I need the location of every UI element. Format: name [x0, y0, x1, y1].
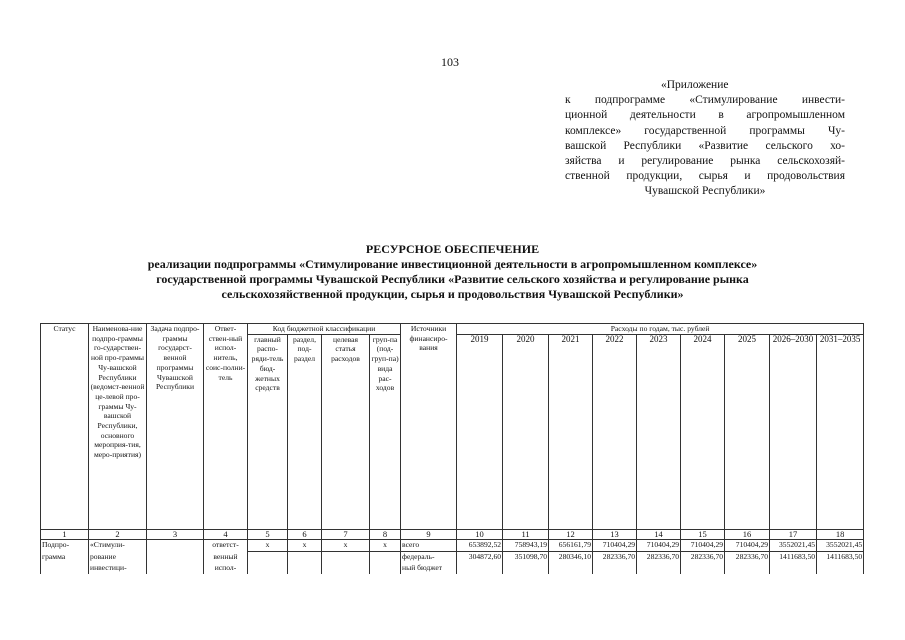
column-number: 16	[725, 529, 770, 540]
header-year: 2023	[637, 334, 681, 529]
appendix-line: зяйства и регулирование рынка сельскохозяй-	[565, 155, 845, 168]
cell-value: 1411683,50	[817, 552, 864, 564]
cell-value	[457, 563, 503, 574]
cell-executor: ответст-	[204, 540, 248, 552]
column-number: 17	[770, 529, 817, 540]
column-number: 12	[549, 529, 593, 540]
cell-value: 1411683,50	[770, 552, 817, 564]
cell-code-target	[322, 563, 370, 574]
header-year: 2024	[681, 334, 725, 529]
cell-task	[147, 552, 204, 564]
cell-code-section	[288, 563, 322, 574]
cell-code-group: x	[370, 540, 401, 552]
title-line: РЕСУРСНОЕ ОБЕСПЕЧЕНИЕ	[365, 242, 540, 256]
cell-name: «Стимули-	[89, 540, 147, 552]
cell-code-target	[322, 552, 370, 564]
cell-status	[41, 563, 89, 574]
cell-source: всего	[401, 540, 457, 552]
cell-value: 280346,10	[549, 552, 593, 564]
cell-value: 710404,29	[593, 540, 637, 552]
cell-value: 710404,29	[725, 540, 770, 552]
table-row	[41, 552, 864, 564]
cell-source: ный бюджет	[401, 563, 457, 574]
column-number: 6	[288, 529, 322, 540]
cell-code-group	[370, 552, 401, 564]
appendix-line: Чувашской Республики»	[644, 185, 766, 198]
title-line: государственной программы Чувашской Республики «Развитие сельского хозяйства и регулирование рынка	[156, 272, 749, 286]
header-code-section: раздел, под-раздел	[288, 334, 322, 529]
header-year: 2022	[593, 334, 637, 529]
header-year: 2026–2030	[770, 334, 817, 529]
appendix-line: ственной продукции, сырья и продовольствия	[565, 170, 845, 183]
column-number: 8	[370, 529, 401, 540]
document-title	[80, 242, 825, 302]
table-header-row	[41, 324, 864, 335]
header-year: 2031–2035	[817, 334, 864, 529]
title-line: сельскохозяйственной продукции, сырья и продовольствия Чувашской Республики»	[221, 287, 684, 301]
cell-name: рование	[89, 552, 147, 564]
cell-value	[593, 563, 637, 574]
cell-value	[503, 563, 549, 574]
appendix-line: «Приложение	[661, 79, 729, 91]
cell-code-main	[248, 563, 288, 574]
cell-value: 304872,60	[457, 552, 503, 564]
appendix-note	[565, 78, 845, 200]
column-number: 11	[503, 529, 549, 540]
cell-value: 282336,70	[637, 552, 681, 564]
header-budget-code: Код бюджетной классификации	[248, 324, 401, 335]
cell-code-target: x	[322, 540, 370, 552]
appendix-line: комплексе» государственной программы Чу-	[565, 124, 845, 137]
column-number: 13	[593, 529, 637, 540]
cell-value	[637, 563, 681, 574]
header-code-target: целевая статья расходов	[322, 334, 370, 529]
cell-code-main	[248, 552, 288, 564]
header-sources: Источники финансиро-вания	[401, 324, 457, 530]
cell-code-section	[288, 552, 322, 564]
cell-value: 3552021,45	[817, 540, 864, 552]
cell-source: федераль-	[401, 552, 457, 564]
header-year: 2020	[503, 334, 549, 529]
column-number: 2	[89, 529, 147, 540]
appendix-line: ционной деятельности в агропромышленном	[565, 109, 845, 122]
column-number: 3	[147, 529, 204, 540]
header-year: 2019	[457, 334, 503, 529]
header-year: 2021	[549, 334, 593, 529]
cell-value: 3552021,45	[770, 540, 817, 552]
header-status: Статус	[41, 324, 89, 530]
header-task: Задача подпро-граммы государст-венной программы Чувашской Республики	[147, 324, 204, 530]
cell-value: 710404,29	[681, 540, 725, 552]
header-code-main: главный распо-ряди-тель бюд-жетных средств	[248, 334, 288, 529]
appendix-line: к подпрограмме «Стимулирование инвести-	[565, 94, 845, 107]
cell-value: 282336,70	[593, 552, 637, 564]
column-number: 7	[322, 529, 370, 540]
cell-code-group	[370, 563, 401, 574]
cell-value	[817, 563, 864, 574]
cell-value	[681, 563, 725, 574]
cell-value: 351098,70	[503, 552, 549, 564]
header-year: 2025	[725, 334, 770, 529]
cell-task	[147, 540, 204, 552]
cell-value	[549, 563, 593, 574]
cell-value: 758943,19	[503, 540, 549, 552]
page-number: 103	[441, 55, 459, 69]
table-row	[41, 563, 864, 574]
header-expenses: Расходы по годам, тыс. рублей	[457, 324, 864, 335]
table-row	[41, 540, 864, 552]
cell-code-section: x	[288, 540, 322, 552]
column-number-row	[41, 529, 864, 540]
appendix-line: вашской Республики «Развитие сельского хо-	[565, 139, 845, 152]
column-number: 18	[817, 529, 864, 540]
cell-value: 653892,52	[457, 540, 503, 552]
cell-task	[147, 563, 204, 574]
column-number: 5	[248, 529, 288, 540]
cell-executor: венный	[204, 552, 248, 564]
header-code-group: груп-па (под-груп-па) вида рас-ходов	[370, 334, 401, 529]
cell-value: 656161,79	[549, 540, 593, 552]
cell-value: 282336,70	[725, 552, 770, 564]
cell-executor: испол-	[204, 563, 248, 574]
column-number: 15	[681, 529, 725, 540]
cell-value	[770, 563, 817, 574]
title-line: реализации подпрограммы «Стимулирование инвестиционной деятельности в агропромышленном комплексе»	[147, 257, 758, 271]
cell-value: 282336,70	[681, 552, 725, 564]
cell-name: инвестици-	[89, 563, 147, 574]
column-number: 14	[637, 529, 681, 540]
header-executor: Ответ-ствен-ный испол-нитель, соис-полни-тель	[204, 324, 248, 530]
column-number: 1	[41, 529, 89, 540]
cell-status: грамма	[41, 552, 89, 564]
column-number: 9	[401, 529, 457, 540]
resource-table	[40, 323, 864, 574]
cell-value	[725, 563, 770, 574]
header-name: Наименова-ние подпро-граммы го-сударствен-ной про-граммы Чу-вашской Республики (ведомст-венной це-левой про-граммы Чу-вашской Республики, основного мероприя-тия, меро-приятия)	[89, 324, 147, 530]
cell-status: Подпро-	[41, 540, 89, 552]
cell-value: 710404,29	[637, 540, 681, 552]
column-number: 10	[457, 529, 503, 540]
cell-code-main: x	[248, 540, 288, 552]
column-number: 4	[204, 529, 248, 540]
